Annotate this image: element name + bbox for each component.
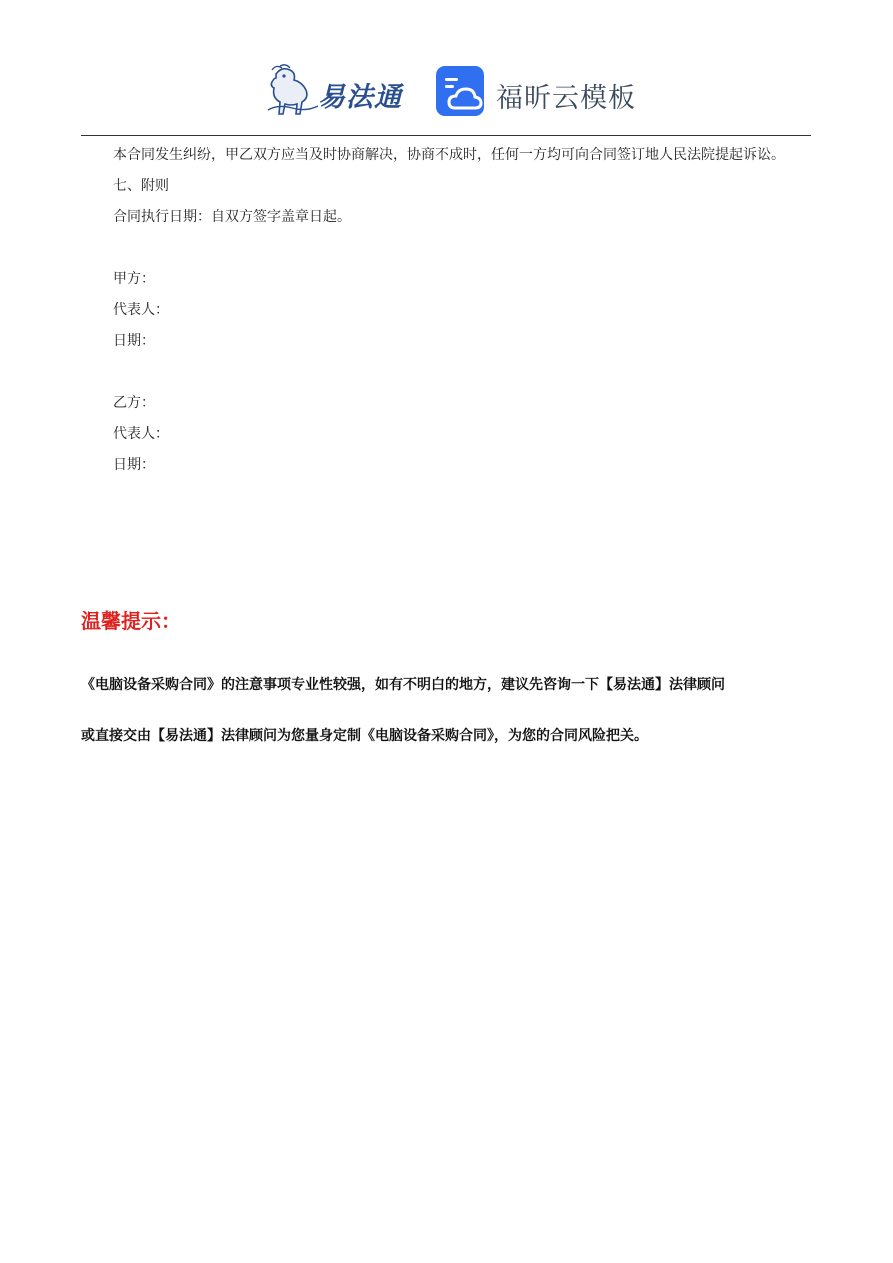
yifatong-logo [262,62,422,120]
notice-body [81,660,816,762]
party-b-label: 乙方： [113,395,155,411]
party-b-representative: 代表人： [113,426,169,442]
notice-line: 或直接交由【易法通】法律顾问为您量身定制《电脑设备采购合同》，为您的合同风险把关。 [81,728,648,744]
notice-title: 温馨提示： [81,609,181,633]
foxit-cloud-template-logo-text: 福昕云模板 [496,83,636,114]
effective-date-clause: 合同执行日期：自双方签字盖章日起。 [113,209,351,225]
contract-body [81,140,811,481]
notice-line: 《电脑设备采购合同》的注意事项专业性较强，如有不明白的地方，建议先咨询一下【易法通】法律顾问 [81,677,725,693]
party-b-date: 日期： [113,457,155,473]
spacer [81,357,811,388]
party-a-label: 甲方： [113,271,155,287]
page-header [0,60,893,122]
party-a-date: 日期： [113,333,155,349]
foxit-cloud-template-logo [436,66,636,118]
yifatong-logo-text: 易法通 [318,82,402,113]
qilin-emblem-icon [262,62,320,120]
spacer [81,233,811,264]
section-heading: 七、附则 [113,178,169,194]
dispute-clause: 本合同发生纠纷，甲乙双方应当及时协商解决，协商不成时，任何一方均可向合同签订地人民法院提起诉讼。 [113,147,785,163]
party-a-representative: 代表人： [113,302,169,318]
header-divider [81,135,811,136]
cloud-document-icon [436,66,486,118]
